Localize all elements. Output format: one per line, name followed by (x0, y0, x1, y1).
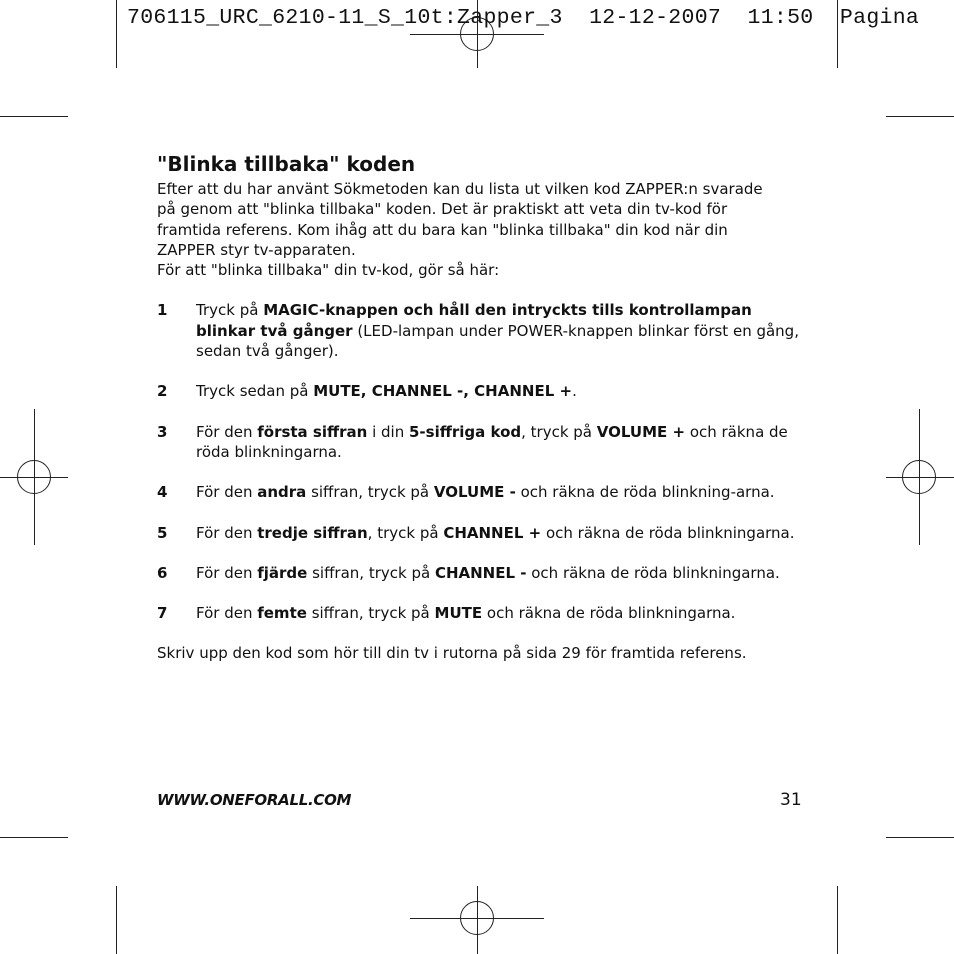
section-title: "Blinka tillbaka" koden (157, 152, 416, 176)
step-run: För den (196, 523, 258, 542)
closing-text: Skriv upp den kod som hör till din tv i rutorna på sida 29 för framtida referens. (157, 644, 747, 663)
intro-line: ZAPPER styr tv-apparaten. (157, 240, 356, 259)
step-item (157, 563, 807, 583)
step-emphasis: MUTE, CHANNEL -, CHANNEL + (313, 382, 573, 401)
step-item (157, 603, 807, 623)
page-content (157, 152, 807, 664)
step-emphasis: tredje siffran (257, 523, 368, 542)
step-emphasis: MAGIC-knappen och håll den intryckts tills kontrollampan blinkar två gånger (196, 301, 752, 340)
step-run: siffran, tryck på (307, 563, 435, 582)
step-emphasis: VOLUME + (596, 422, 686, 441)
page-number: 31 (780, 790, 802, 810)
step-run: i din (367, 422, 409, 441)
step-run: och räkna de röda blinkningarna. (526, 563, 780, 582)
step-run: siffran, tryck på (306, 604, 435, 623)
step-number: 7 (157, 604, 168, 623)
step-text (196, 300, 807, 361)
intro-line: Efter att du har använt Sökmetoden kan du lista ut vilken kod ZAPPER:n svarade (157, 180, 763, 198)
crop-mark (886, 116, 954, 117)
step-number: 5 (157, 523, 168, 542)
crop-mark (0, 837, 68, 838)
step-run: För den (196, 483, 258, 502)
step-run: och räkna de röda blinkningarna. (196, 422, 788, 461)
intro-paragraph (157, 179, 807, 280)
step-run: Tryck på (196, 301, 264, 320)
website-url: WWW.ONEFORALL.COM (157, 791, 352, 809)
step-emphasis: femte (257, 604, 307, 623)
step-text (196, 482, 807, 502)
step-run: . (572, 382, 577, 401)
step-number: 1 (157, 301, 168, 320)
step-item (157, 381, 807, 401)
steps-list (157, 300, 807, 623)
step-run: siffran, tryck på (306, 483, 434, 502)
step-run: För den (196, 563, 258, 582)
intro-line: på genom att "blinka tillbaka" koden. Det är praktiskt att veta din tv-kod för (157, 200, 728, 219)
step-text (196, 563, 807, 583)
step-run: och räkna de röda blinkningarna. (482, 604, 736, 623)
crop-mark (116, 0, 117, 68)
step-run: , tryck på (521, 422, 597, 441)
step-emphasis: fjärde (257, 563, 308, 582)
step-item (157, 523, 807, 543)
step-run: För den (196, 604, 258, 623)
step-text (196, 523, 807, 543)
step-run: Tryck sedan på (196, 382, 314, 401)
step-emphasis: MUTE (434, 604, 483, 623)
step-number: 3 (157, 422, 168, 441)
step-item (157, 300, 807, 361)
step-number: 2 (157, 382, 168, 401)
step-emphasis: första siffran (257, 422, 368, 441)
registration-circle (902, 460, 936, 494)
step-emphasis: CHANNEL + (443, 523, 542, 542)
intro-line: För att "blinka tillbaka" din tv-kod, gör så här: (157, 261, 500, 280)
registration-circle (460, 901, 494, 935)
crop-mark (837, 886, 838, 954)
step-emphasis: VOLUME - (433, 483, 516, 502)
print-slug-header: 706115_URC_6210-11_S_10t:Zapper_3 12-12-2007 11:50 Pagina (127, 6, 920, 30)
crop-mark (116, 886, 117, 954)
step-number: 4 (157, 483, 168, 502)
step-text (196, 603, 807, 623)
step-emphasis: 5-siffriga kod (409, 422, 522, 441)
step-run: , tryck på (367, 523, 444, 542)
step-run: För den (196, 422, 258, 441)
step-text (196, 422, 807, 463)
crop-mark (886, 837, 954, 838)
step-item (157, 482, 807, 502)
crop-mark (0, 116, 68, 117)
step-run: och räkna de röda blinkning-arna. (515, 483, 775, 502)
step-emphasis: CHANNEL - (434, 563, 527, 582)
step-item (157, 422, 807, 463)
registration-circle (17, 460, 51, 494)
step-text (196, 381, 807, 401)
step-emphasis: andra (257, 483, 307, 502)
intro-line: framtida referens. Kom ihåg att du bara kan "blinka tillbaka" din kod när din (157, 220, 728, 239)
step-run: och räkna de röda blinkningarna. (541, 523, 795, 542)
step-number: 6 (157, 563, 168, 582)
step-run: (LED-lampan under POWER-knappen blinkar först en gång, sedan två gånger). (196, 321, 799, 361)
